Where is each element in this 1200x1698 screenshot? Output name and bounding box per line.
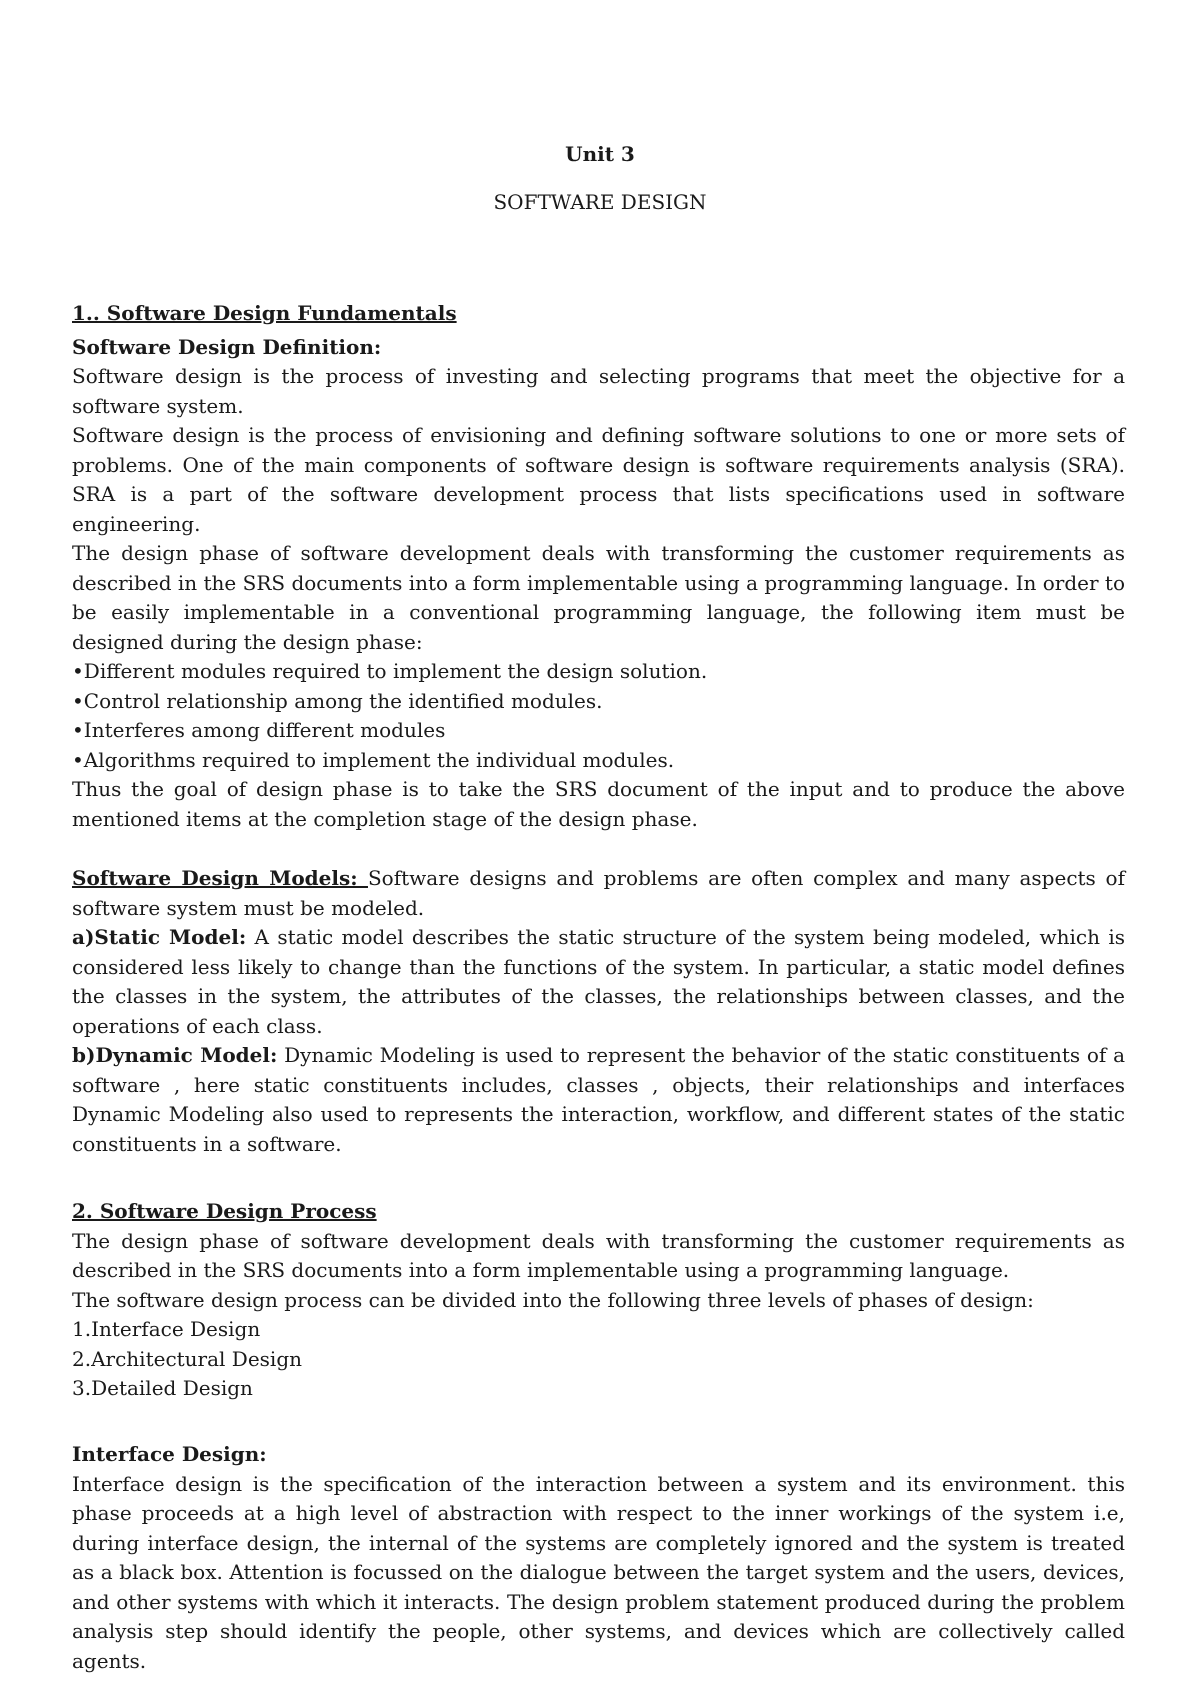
section2-heading: 2. Software Design Process [72, 1199, 377, 1223]
interface-paragraph: Interface design is the specification of the interaction between a system and its environment. this phase proceeds at a high level of abstraction with respect to the inner workings of the system i.e, during interface design, the internal of the systems are completely ignored and the system is treated as a black box. Attention is focussed on the dialogue between the target system and the users, devices, and other systems with which it interacts. The design problem statement produced during the problem analysis step should identify the people, other systems, and devices which are collectively called agents. [72, 1471, 1125, 1673]
definition-heading: Software Design Definition: [72, 334, 382, 359]
dynamic-model-text: Dynamic Modeling is used to represent the behavior of the static constituents of a software , here static constituents includes, classes , objects, their relationships and interfaces Dynamic Modeling also used to represents the interaction, workflow, and different states of the static constituents in a software. [72, 1043, 1125, 1156]
list-item: •Control relationship among the identified modules. [72, 688, 603, 713]
section-fundamentals [72, 299, 1125, 834]
section-models [72, 864, 1125, 1159]
definition-para-2: Software design is the process of envisioning and defining software solutions to one or more sets of problems. One of the main components of software design is software requirements analysis (SRA). SRA is a part of the software development process that lists specifications used in software engineering. [72, 423, 1125, 536]
interface-heading: Interface Design: [72, 1442, 267, 1466]
section-process [72, 1197, 1125, 1404]
list-item: •Algorithms required to implement the individual modules. [72, 747, 675, 772]
definition-para-4: Thus the goal of design phase is to take the SRS document of the input and to produce the above mentioned items at the completion stage of the design phase. [72, 777, 1125, 831]
list-item: 1.Interface Design [72, 1317, 261, 1341]
dynamic-model-paragraph [72, 1041, 1125, 1159]
static-model-paragraph [72, 923, 1125, 1041]
static-model-text: A static model describes the static structure of the system being modeled, which is considered less likely to change than the functions of the system. In particular, a static model defines the classes in the system, the attributes of the classes, the relationships between classes, and the operations of each class. [72, 925, 1125, 1038]
models-text: Software designs and problems are often complex and many aspects of software system must be modeled. [72, 866, 1125, 920]
list-item: 3.Detailed Design [72, 1376, 253, 1400]
unit-title: Unit 3 [565, 142, 635, 166]
static-model-label: a)Static Model: [72, 925, 247, 949]
list-item: •Interferes among different modules [72, 718, 446, 742]
list-item: •Different modules required to implement the design solution. [72, 659, 708, 683]
models-heading: Software Design Models: [72, 866, 368, 890]
definition-para-1: Software design is the process of investing and selecting programs that meet the objective for a software system. [72, 364, 1125, 418]
process-para-1: The design phase of software development deals with transforming the customer requirements as described in the SRS documents into a form implementable using a programming language. [72, 1228, 1125, 1282]
section-interface-design [72, 1440, 1125, 1676]
models-paragraph [72, 864, 1125, 923]
section1-heading: 1.. Software Design Fundamentals [72, 301, 457, 325]
process-para-2: The software design process can be divided into the following three levels of phases of design: [72, 1287, 1034, 1312]
definition-para-3: The design phase of software development deals with transforming the customer requirements as described in the SRS documents into a form implementable using a programming language. In order to be easily implementable in a conventional programming language, the following item must be designed during the design phase: [72, 541, 1125, 654]
dynamic-model-label: b)Dynamic Model: [72, 1043, 278, 1067]
list-item: 2.Architectural Design [72, 1346, 303, 1371]
document-title: SOFTWARE DESIGN [493, 190, 707, 214]
